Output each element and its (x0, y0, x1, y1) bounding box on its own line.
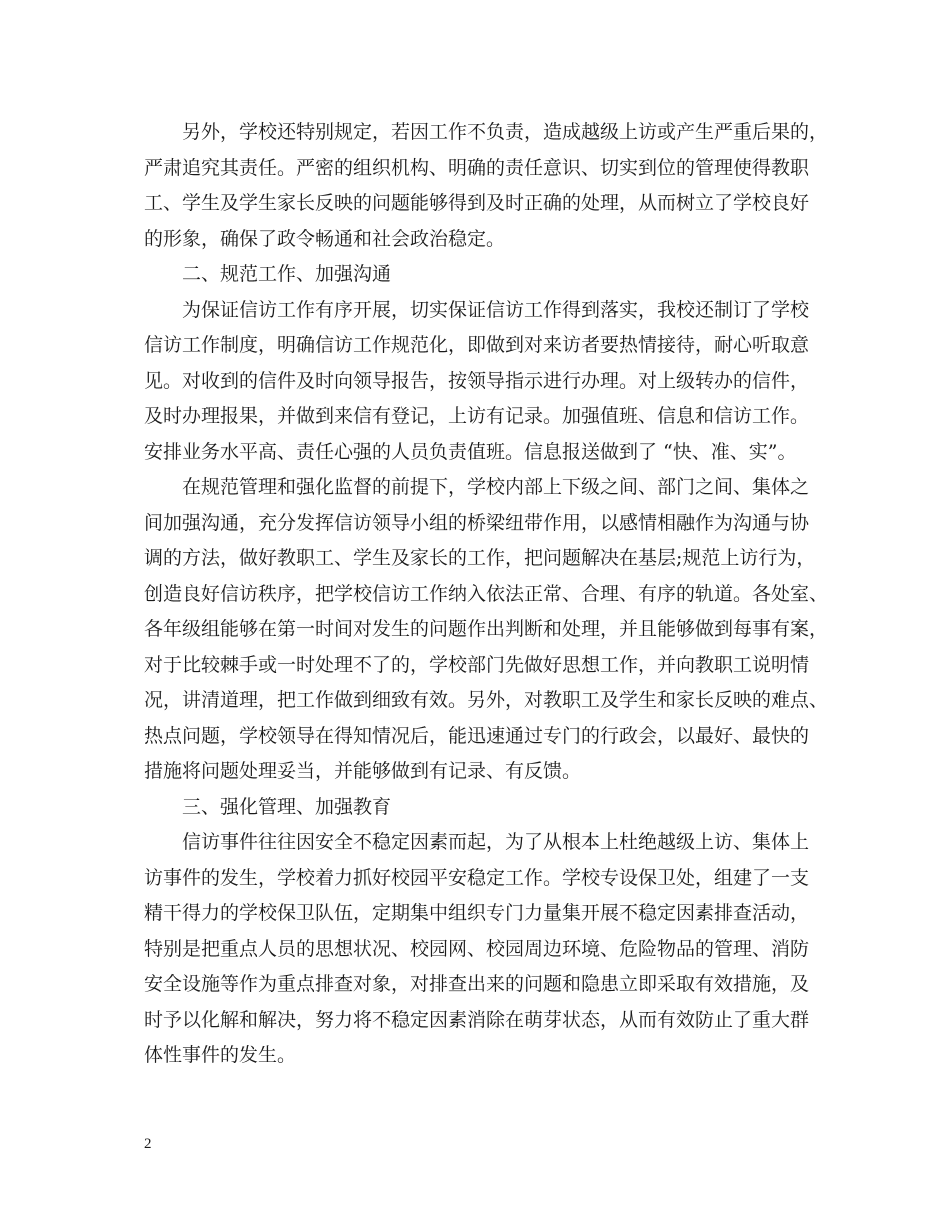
text-line: 安全设施等作为重点排查对象，对排查出来的问题和隐患立即采取有效措施，及 (144, 973, 810, 995)
text-line: 措施将问题处理妥当，并能够做到有记录、有反馈。 (144, 760, 582, 782)
text-line: 调的方法，做好教职工、学生及家长的工作，把问题解决在基层;规范上访行为， (144, 547, 816, 569)
section-heading-3 (144, 790, 810, 826)
text-line: 严肃追究其责任。严密的组织机构、明确的责任意识、切实到位的管理使得教职 (144, 156, 810, 179)
text-line: 见。对收到的信件及时向领导报告，按领导指示进行办理。对上级转办的信件， (144, 369, 810, 392)
text-line: 安排业务水平高、责任心强的人员负责值班。信息报送做到了 “快、准、实”。 (144, 440, 797, 463)
text-line: 精干得力的学校保卫队伍，定期集中组织专门力量集开展不稳定因素排查活动， (144, 902, 810, 924)
text-line: 的形象，确保了政令畅通和社会政治稳定。 (144, 227, 506, 250)
text-line: 况，讲清道理，把工作做到细致有效。另外，对教职工及学生和家长反映的难点、 (144, 689, 829, 711)
text-line: 为保证信访工作有序开展，切实保证信访工作得到落实，我校还制订了学校 (182, 298, 810, 321)
page-number: 2 (144, 1136, 152, 1152)
text-line: 在规范管理和强化监督的前提下，学校内部上下级之间、部门之间、集体之 (182, 476, 810, 498)
text-line: 信访事件往往因安全不稳定因素而起，为了从根本上杜绝越级上访、集体上 (182, 831, 810, 853)
text-line: 及时办理报果，并做到来信有登记，上访有记录。加强值班、信息和信访工作。 (144, 405, 810, 427)
text-line: 时予以化解和解决，努力将不稳定因素消除在萌芽状态，从而有效防止了重大群 (144, 1008, 810, 1031)
paragraph-petition-rules (144, 293, 810, 471)
text-line: 创造良好信访秩序，把学校信访工作纳入依法正常、合理、有序的轨道。各处室、 (144, 582, 829, 605)
text-line: 特别是把重点人员的思想状况、校园网、校园周边环境、危险物品的管理、消防 (144, 937, 810, 960)
paragraph-communication (144, 470, 829, 790)
text-line: 体性事件的发生。 (144, 1044, 297, 1066)
text-line: 热点问题，学校领导在得知情况后，能迅速通过专门的行政会，以最好、最快的 (144, 724, 810, 747)
text-line: 工、学生及学生家长反映的问题能够得到及时正确的处理，从而树立了学校良好 (144, 192, 810, 214)
text-line: 对于比较棘手或一时处理不了的，学校部门先做好思想工作，并向教职工说明情 (144, 653, 810, 676)
text-line: 各年级组能够在第一时间对发生的问题作出判断和处理，并且能够做到每事有案， (144, 618, 829, 640)
text-line: 另外，学校还特别规定，若因工作不负责，造成越级上访或产生严重后果的， (182, 121, 829, 143)
text-line: 信访工作制度，明确信访工作规范化，即做到对来访者要热情接待，耐心听取意 (144, 334, 810, 356)
heading-text: 二、规范工作、加强沟通 (182, 263, 392, 285)
heading-text: 三、强化管理、加强教育 (182, 795, 392, 818)
document-body (144, 115, 829, 1074)
section-heading-2 (144, 257, 810, 293)
paragraph-accountability (144, 115, 829, 257)
text-line: 访事件的发生，学校着力抓好校园平安稳定工作。学校专设保卫处，组建了一支 (144, 866, 810, 889)
text-line: 间加强沟通，充分发挥信访领导小组的桥梁纽带作用，以感情相融作为沟通与协 (144, 511, 810, 534)
paragraph-safety (144, 825, 810, 1074)
